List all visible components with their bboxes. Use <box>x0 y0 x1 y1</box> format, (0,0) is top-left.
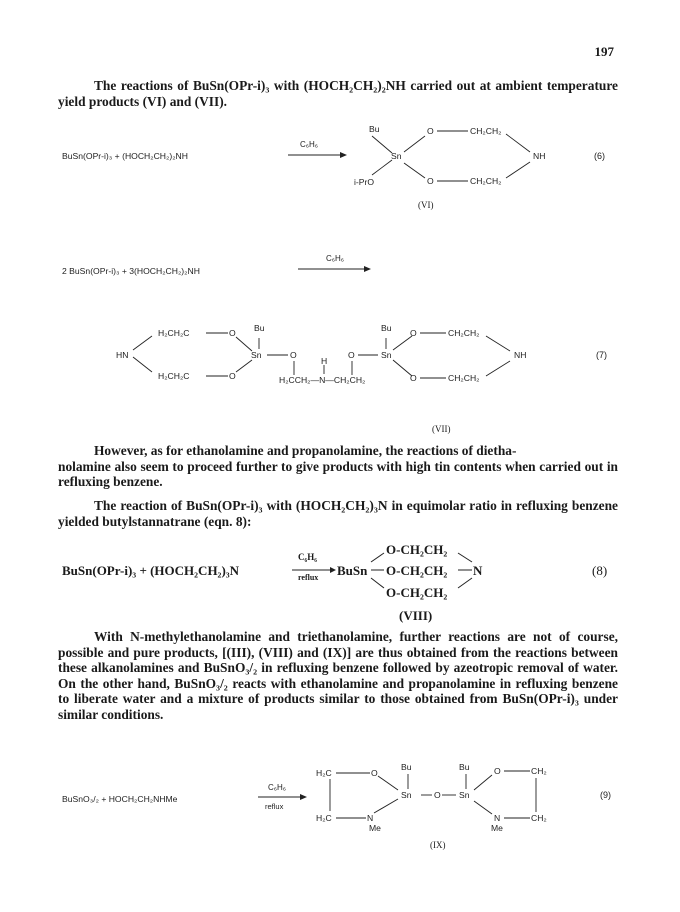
eq6-bu: Bu <box>369 124 380 134</box>
eq6-number: (6) <box>594 151 605 161</box>
eq7-right-nh: NH <box>514 350 527 360</box>
eq8-n: N <box>473 563 483 578</box>
eq7-right-top: CH₂CH₂ <box>448 328 480 338</box>
paragraph-intro: The reactions of BuSn(OPr-i)₃ with (HOCH₂CH₂)₂NH carried out at ambient temperature yield products (VI) and (VII). <box>58 78 618 109</box>
eq7-o-3: O <box>290 350 297 360</box>
eq9-ch2-bottom: CH₂ <box>531 813 547 823</box>
eq6-o-bottom: O <box>427 176 434 186</box>
eq9-compound-label: (IX) <box>430 840 446 850</box>
eq9-n-left: N <box>367 813 374 823</box>
eq7-left-bottom: H₂CH₂C <box>158 371 190 381</box>
eq9-bu-left: Bu <box>401 762 412 772</box>
eq9-me-left: Me <box>369 823 381 833</box>
eq8-reactants: BuSn(OPr-i)₃ + (HOCH₂CH₂)₃N <box>62 563 240 578</box>
eq9-h2c-bottom: H₂C <box>316 813 332 823</box>
eq7-number: (7) <box>596 350 607 360</box>
eq7-bu-left: Bu <box>254 323 265 333</box>
eq9-ch2-top: CH₂ <box>531 766 547 776</box>
eq6-nh: NH <box>533 151 546 161</box>
page-number: 197 <box>594 44 614 59</box>
eq7-sn-right: Sn <box>381 350 392 360</box>
eq6-compound-label: (VI) <box>418 200 434 210</box>
eq8-product-busn: BuSn <box>337 563 368 578</box>
eq7-left-top: H₂CH₂C <box>158 328 190 338</box>
paragraph-triethanolamine: The reaction of BuSn(OPr-i)₃ with (HOCH₂CH₂)₃N in equimolar ratio in refluxing benzene yielded butylstannatrane (eqn. 8): <box>58 498 618 529</box>
eq6-ipro: i-PrO <box>354 177 375 187</box>
eq8-condition: reflux <box>298 573 319 582</box>
eq8-arm-2: O-CH₂CH₂ <box>386 563 448 578</box>
eq8-solvent: C₆H₆ <box>298 552 317 562</box>
eq7-h: H <box>321 356 328 366</box>
eq7-left-hn: HN <box>116 350 129 360</box>
eq8-arm-3: O-CH₂CH₂ <box>386 585 448 600</box>
eq7-compound-label: (VII) <box>432 424 451 434</box>
eq9-reactants: BuSnO₃/₂ + HOCH₂CH₂NHMe <box>62 794 178 804</box>
eq7-reactants: 2 BuSn(OPr-i)₃ + 3(HOCH₂CH₂)₂NH <box>62 266 200 276</box>
eq7-o-6: O <box>410 373 417 383</box>
eq9-sn-right: Sn <box>459 790 470 800</box>
eq9-solvent: C₆H₆ <box>268 783 287 792</box>
eq7-bridge: H₂CCH₂—N—CH₂CH₂ <box>279 375 366 385</box>
eq6-ch2ch2-bottom: CH₂CH₂ <box>470 176 502 186</box>
paragraph-diethanolamine-rest: nolamine also seem to proceed further to give products with high tin contents when carried out in refluxing benzene. <box>58 458 618 489</box>
eq9-n-right: N <box>494 813 501 823</box>
eq7-o-5: O <box>410 328 417 338</box>
eq6-reactants: BuSn(OPr-i)₃ + (HOCH₂CH₂)₂NH <box>62 151 188 161</box>
eq6-solvent: C₆H₆ <box>300 140 319 149</box>
paragraph-methylethanolamine: With N-methylethanolamine and triethanolamine, further reactions are not of course, possible and pure products, [(III), (VIII) and (IX)] are thus obtained from the reactions between these alkanolamines and BuSnO₃/₂ in refluxing benzene followed by azeotropic removal of water. On the other hand, BuSnO₃/₂ reacts with ethanolamine and propanolamine in refluxing benzene to liberate water and a mixture of products similar to those obtained from BuSn(OPr-i)₃ under similar conditions. <box>58 629 618 722</box>
eq7-bu-right: Bu <box>381 323 392 333</box>
eq8-arm-1: O-CH₂CH₂ <box>386 542 448 557</box>
eq7-o-2: O <box>229 371 236 381</box>
eq6-sn: Sn <box>391 151 402 161</box>
paragraph-diethanolamine-line1: However, as for ethanolamine and propanolamine, the reactions of dietha- <box>94 443 517 458</box>
eq6-ch2ch2-top: CH₂CH₂ <box>470 126 502 136</box>
eq9-o-left: O <box>371 768 378 778</box>
eq8-number: (8) <box>592 563 608 578</box>
eq9-condition: reflux <box>265 802 284 811</box>
eq9-sn-left: Sn <box>401 790 412 800</box>
eq9-h2c-top: H₂C <box>316 768 332 778</box>
eq9-bu-right: Bu <box>459 762 470 772</box>
eq7-solvent: C₆H₆ <box>326 254 345 263</box>
eq7-sn-left: Sn <box>251 350 262 360</box>
eq6-o-top: O <box>427 126 434 136</box>
eq8-compound-label: (VIII) <box>399 608 433 623</box>
eq9-o-right: O <box>494 766 501 776</box>
eq9-number: (9) <box>600 790 611 800</box>
eq9-bridge-o: O <box>434 790 441 800</box>
eq7-o-4: O <box>348 350 355 360</box>
eq7-right-bottom: CH₂CH₂ <box>448 373 480 383</box>
eq9-me-right: Me <box>491 823 503 833</box>
eq7-o-1: O <box>229 328 236 338</box>
